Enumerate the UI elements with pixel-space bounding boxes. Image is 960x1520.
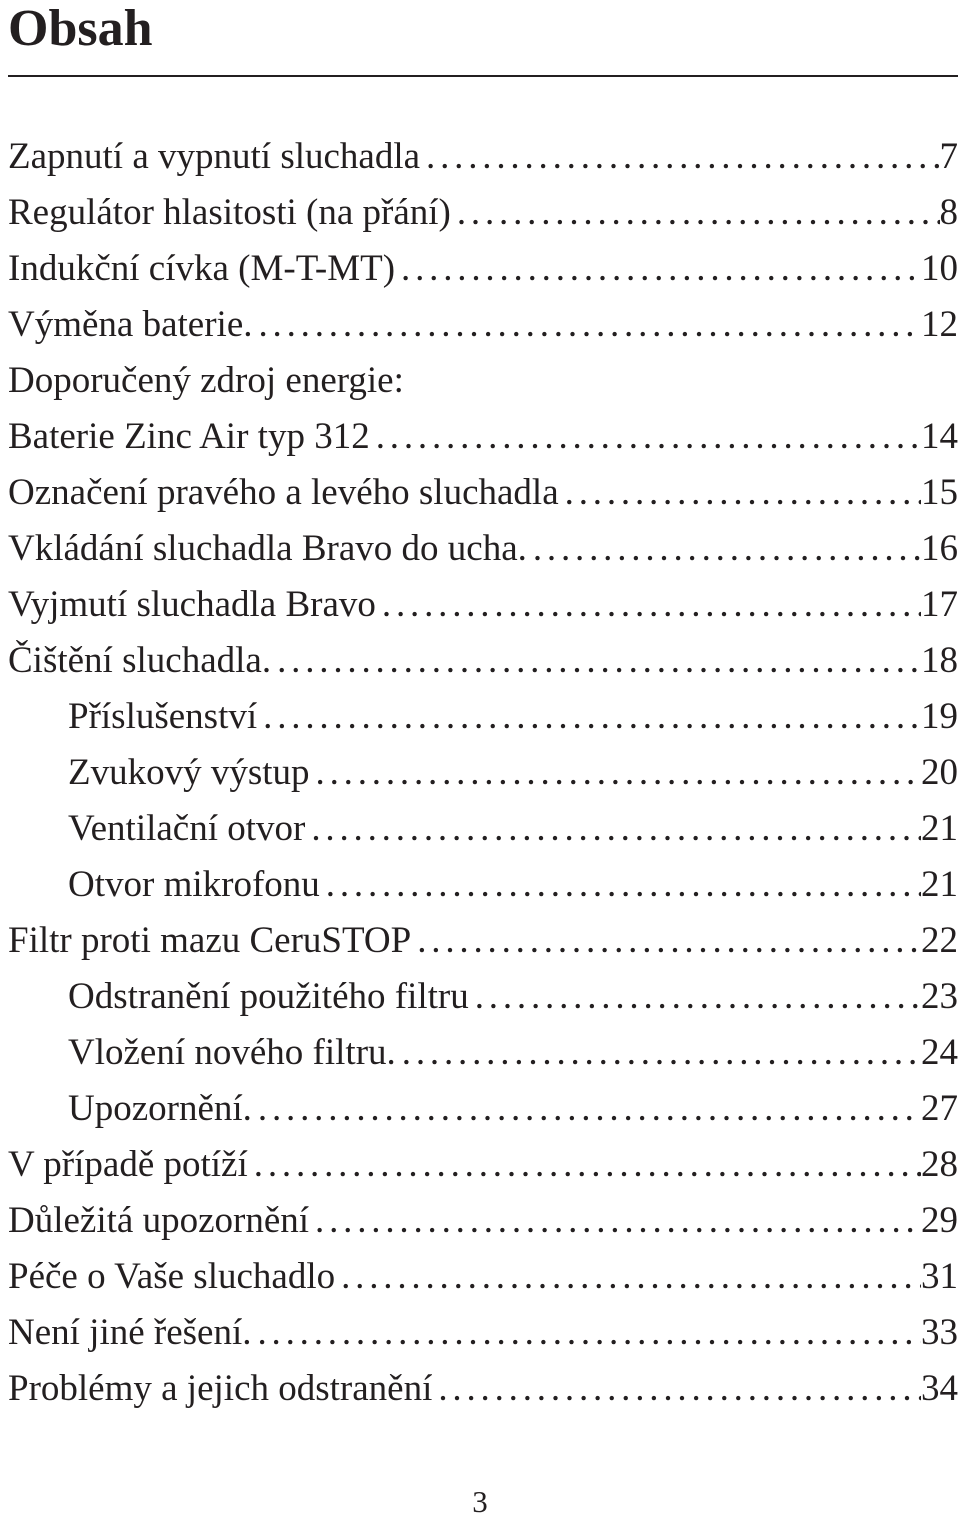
- toc-dot-leader: [271, 633, 921, 689]
- toc-entry-page: 21: [921, 864, 958, 905]
- toc-entry[interactable]: [8, 1193, 958, 1249]
- toc-entry[interactable]: [8, 633, 958, 689]
- toc-entry-page: 16: [921, 528, 958, 569]
- toc-entry-title: Problémy a jejich odstranění: [8, 1368, 433, 1409]
- toc-entry-page: 28: [921, 1144, 958, 1185]
- toc-entry[interactable]: [8, 1305, 958, 1361]
- toc-entry[interactable]: [8, 297, 958, 353]
- toc-entry-page: 34: [921, 1368, 958, 1409]
- toc-entry[interactable]: [8, 129, 958, 185]
- toc-entry-title: Indukční cívka (M-T-MT): [8, 248, 396, 289]
- toc-entry-title: Regulátor hlasitosti (na přání): [8, 192, 451, 233]
- toc-entry-title: Zvukový výstup: [68, 752, 310, 793]
- toc-dot-leader: [310, 745, 921, 801]
- toc-dot-leader: [376, 577, 921, 633]
- toc-entry-page: 19: [921, 696, 958, 737]
- toc-dot-leader: [257, 689, 921, 745]
- toc-entry-title: Otvor mikrofonu: [68, 864, 320, 905]
- toc-entry-title: Doporučený zdroj energie:: [8, 360, 404, 401]
- toc-entry-page: 27: [921, 1088, 958, 1129]
- toc-entry-page: 29: [921, 1200, 958, 1241]
- toc-entry-page: 14: [921, 416, 958, 457]
- toc-dot-leader: [527, 521, 921, 577]
- toc-entry[interactable]: [8, 801, 958, 857]
- toc-entry-page: 31: [921, 1256, 958, 1297]
- toc-entry-page: 22: [921, 920, 958, 961]
- table-of-contents: [8, 129, 958, 1417]
- toc-entry[interactable]: [8, 577, 958, 633]
- toc-dot-leader: [309, 1193, 921, 1249]
- toc-entry-page: 12: [921, 304, 958, 345]
- toc-entry-title: Vložení nového filtru.: [68, 1032, 396, 1073]
- toc-entry-title: Není jiné řešení.: [8, 1312, 252, 1353]
- toc-entry-title: Vyjmutí sluchadla Bravo: [8, 584, 376, 625]
- toc-entry[interactable]: [8, 1025, 958, 1081]
- toc-entry-title: Čištění sluchadla.: [8, 640, 272, 681]
- toc-entry-title: Důležitá upozornění: [8, 1200, 310, 1241]
- toc-entry-title: V případě potíží: [8, 1144, 248, 1185]
- toc-entry-page: 23: [921, 976, 958, 1017]
- toc-dot-leader: [252, 1305, 922, 1361]
- page-number: 3: [472, 1484, 488, 1519]
- toc-entry-page: 24: [921, 1032, 958, 1073]
- toc-entry[interactable]: [8, 465, 958, 521]
- toc-entry-page: 17: [921, 584, 958, 625]
- toc-entry-page: 21: [921, 808, 958, 849]
- toc-entry[interactable]: [8, 745, 958, 801]
- toc-dot-leader: [420, 129, 939, 185]
- toc-entry-title: Péče o Vaše sluchadlo: [8, 1256, 336, 1297]
- toc-dot-leader: [396, 1025, 921, 1081]
- toc-entry[interactable]: [8, 409, 958, 465]
- toc-dot-leader: [248, 1137, 921, 1193]
- toc-dot-leader: [252, 1081, 921, 1137]
- toc-entry-page: 33: [921, 1312, 958, 1353]
- toc-entry[interactable]: [8, 1361, 958, 1417]
- toc-dot-leader: [432, 1361, 921, 1417]
- toc-dot-leader: [395, 241, 921, 297]
- toc-dot-leader: [335, 1249, 921, 1305]
- toc-entry-page: 10: [921, 248, 958, 289]
- toc-entry-page: 8: [939, 192, 958, 233]
- toc-dot-leader: [469, 969, 921, 1025]
- toc-entry[interactable]: [8, 185, 958, 241]
- toc-dot-leader: [370, 409, 921, 465]
- toc-entry-title: Označení pravého a levého sluchadla: [8, 472, 559, 513]
- toc-entry-title: Výměna baterie.: [8, 304, 253, 345]
- toc-entry-page: 18: [921, 640, 958, 681]
- toc-dot-leader: [320, 857, 921, 913]
- toc-dot-leader: [559, 465, 921, 521]
- toc-dot-leader: [451, 185, 940, 241]
- toc-entry[interactable]: [8, 241, 958, 297]
- toc-entry-page: 20: [921, 752, 958, 793]
- toc-entry-title: Ventilační otvor: [68, 808, 306, 849]
- toc-entry[interactable]: [8, 1137, 958, 1193]
- toc-entry[interactable]: [8, 1249, 958, 1305]
- toc-entry[interactable]: [8, 913, 958, 969]
- toc-entry-title: Zapnutí a vypnutí sluchadla: [8, 136, 421, 177]
- toc-entry-page: 7: [939, 136, 958, 177]
- toc-entry-title: Filtr proti mazu CeruSTOP: [8, 920, 412, 961]
- toc-entry[interactable]: [8, 521, 958, 577]
- toc-entry-title: Vkládání sluchadla Bravo do ucha.: [8, 528, 527, 569]
- toc-entry[interactable]: [8, 353, 958, 409]
- toc-entry-page: 15: [921, 472, 958, 513]
- toc-entry[interactable]: [8, 1081, 958, 1137]
- toc-dot-leader: [305, 801, 921, 857]
- toc-entry-title: Příslušenství: [68, 696, 258, 737]
- toc-entry[interactable]: [8, 969, 958, 1025]
- toc-entry-title: Odstranění použitého filtru: [68, 976, 469, 1017]
- toc-entry-title: Upozornění.: [68, 1088, 252, 1129]
- toc-entry[interactable]: [8, 689, 958, 745]
- toc-entry[interactable]: [8, 857, 958, 913]
- toc-entry-title: Baterie Zinc Air typ 312: [8, 416, 370, 457]
- title-divider: [8, 75, 958, 77]
- page-title: Obsah: [8, 0, 153, 57]
- toc-dot-leader: [253, 297, 922, 353]
- toc-dot-leader: [411, 913, 921, 969]
